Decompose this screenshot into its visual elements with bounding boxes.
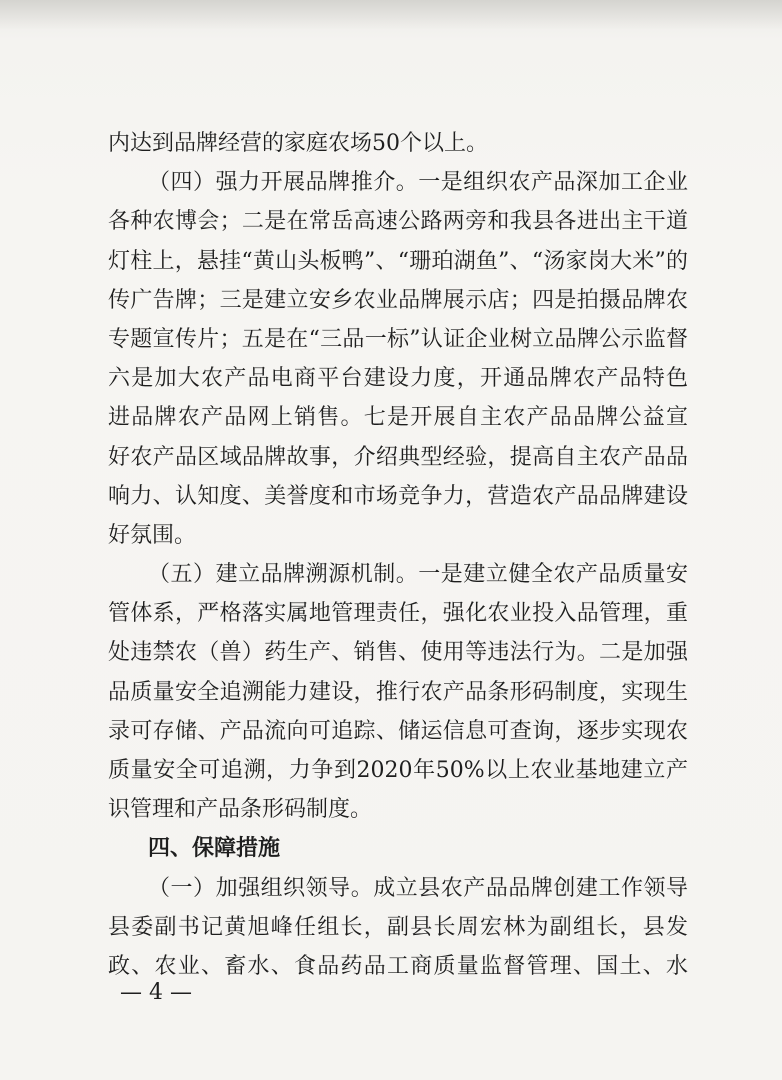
paragraph-line: 好氛围。 [108,522,197,548]
paragraph-line: （一）加强组织领导。成立县农产品品牌创建工作领导 [148,875,688,901]
paragraph-line: 质量安全可追溯，力争到2020年50%以上农业基地建立产 [108,758,688,783]
paragraph-line: 识管理和产品条形码制度。 [108,797,373,823]
paragraph-line: （五）建立品牌溯源机制。一是建立健全农产品质量安 [148,562,688,588]
paragraph-line: （四）强力开展品牌推介。一是组织农产品深加工企业 [148,170,688,196]
paragraph-line: 传广告牌；三是建立安乡农业品牌展示店；四是拍摄品牌农 [108,287,688,313]
paragraph-line: 政、农业、畜水、食品药品工商质量监督管理、国土、水 [108,953,688,979]
body-text [108,124,688,986]
paragraph-line: 灯柱上，悬挂“黄山头板鸭”、“珊珀湖鱼”、“汤家岗大米”的 [108,248,688,274]
paragraph-line: 六是加大农产品电商平台建设力度，开通品牌农产品特色 [108,366,688,392]
paragraph-line: 品质量安全追溯能力建设，推行农产品条形码制度，实现生 [108,679,688,705]
paragraph-line: 响力、认知度、美誉度和市场竞争力，营造农产品品牌建设 [108,483,688,509]
paragraph-line: 进品牌农产品网上销售。七是开展自主农产品品牌公益宣 [108,405,688,431]
paragraph-continuation: 内达到品牌经营的家庭农场50个以上。 [108,131,488,156]
paragraph-line: 县委副书记黄旭峰任组长，副县长周宏林为副组长，县发 [108,914,688,940]
paragraph-line: 处违禁农（兽）药生产、销售、使用等违法行为。二是加强 [108,640,688,666]
section-heading: 四、保障措施 [148,835,281,862]
paragraph-line: 专题宣传片；五是在“三品一标”认证企业树立品牌公示监督 [108,326,688,352]
paragraph-line: 录可存储、产品流向可追踪、储运信息可查询，逐步实现农 [108,718,688,744]
paragraph-line: 好农产品区域品牌故事，介绍典型经验，提高自主农产品品 [108,444,688,470]
page-number: — 4 — [120,980,192,1005]
paragraph-line: 管体系，严格落实属地管理责任，强化农业投入品管理，重 [108,601,688,627]
scan-shadow [0,0,782,30]
paragraph-line: 各种农博会；二是在常岳高速公路两旁和我县各进出主干道 [108,209,688,235]
